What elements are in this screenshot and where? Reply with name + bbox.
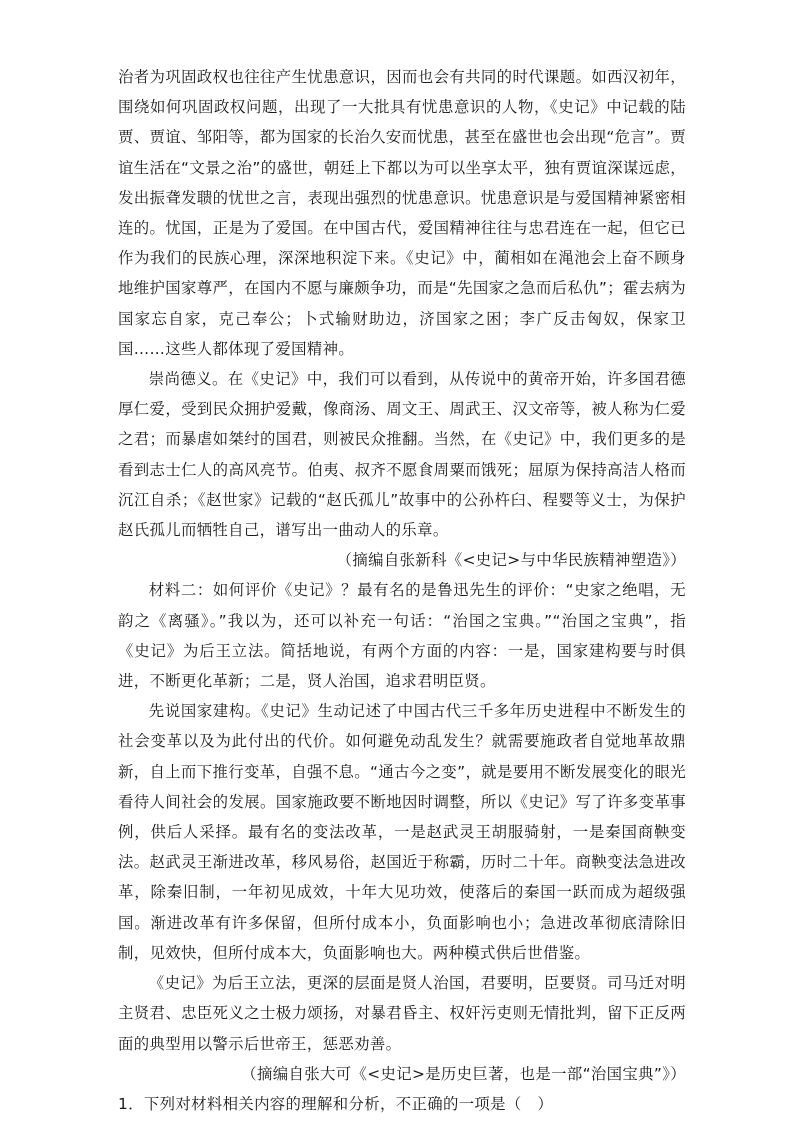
- document-page: [118, 62, 686, 1119]
- source-citation: （摘编自张大可《<史记>是历史巨著，也是一部“治国宝典”》）: [241, 1064, 686, 1083]
- body-paragraph: 崇尚德义。在《史记》中，我们可以看到，从传说中的黄帝开始，许多国君德厚仁爱，受到民众拥护爱戴，像商汤、周文王、周武王、汉文帝等，被人称为仁爱之君；而暴虐如桀纣的国君，则被民众推翻。当然，在《史记》中，我们更多的是看到志士仁人的高风亮节。伯夷、叔齐不愿食周粟而饿死；屈原为保持高洁人格而沉江自杀；《赵世家》记载的“赵氏孤儿”故事中的公孙杵臼、程婴等义士，为保护赵氏孤儿而牺牲自己，谱写出一曲动人的乐章。: [118, 370, 686, 540]
- body-paragraph: 治者为巩固政权也往往产生忧患意识，因而也会有共同的时代课题。如西汉初年，围绕如何巩固政权问题，出现了一大批具有忧患意识的人物，《史记》中记载的陆贾、贾谊、邹阳等，都为国家的长治久安而忧患，甚至在盛世也会出现“危言”。贾谊生活在“文景之治”的盛世，朝廷上下都以为可以坐享太平，独有贾谊深谋远虑，发出振聋发聩的忧世之言，表现出强烈的忧患意识。忧患意识是与爱国精神紧密相连的。忧国，正是为了爱国。在中国古代，爱国精神往往与忠君连在一起，但它已作为我们的民族心理，深深地积淀下来。《史记》中，蔺相如在渑池会上奋不顾身地维护国家尊严，在国内不愿与廉颇争功，而是“先国家之急而后私仇”；霍去病为国家忘自家，克己奉公；卜式输财助边，济国家之困；李广反击匈奴，保家卫国……这些人都体现了爱国精神。: [118, 68, 686, 358]
- source-citation: （摘编自张新科《<史记>与中华民族精神塑造》）: [336, 551, 686, 570]
- body-paragraph: 先说国家建构。《史记》生动记述了中国古代三千多年历史进程中不断发生的社会变革以及为此付出的代价。如何避免动乱发生？就需要施政者自觉地革故鼎新，自上而下推行变革，自强不息。“通古今之变”，就是要用不断发展变化的眼光看待人间社会的发展。国家施政要不断地因时调整，所以《史记》写了许多变革事例，供后人采择。最有名的变法改革，一是赵武灵王胡服骑射，一是秦国商鞅变法。赵武灵王渐进改革，移风易俗，赵国近于称霸，历时二十年。商鞅变法急进改革，除秦旧制，一年初见成效，十年大见功效，使落后的秦国一跃而成为超级强国。渐进改革有许多保留，但所付成本小，负面影响也小；急进改革彻底清除旧制，见效快，但所付成本大，负面影响也大。两种模式供后世借鉴。: [118, 702, 686, 962]
- body-paragraph: 材料二：如何评价《史记》？最有名的是鲁迅先生的评价：“史家之绝唱，无韵之《离骚》。”我以为，还可以补充一句话：“治国之宝典。”“治国之宝典”，指《史记》为后王立法。简括地说，有两个方面的内容：一是，国家建构要与时俱进，不断更化革新；二是，贤人治国，追求君明臣贤。: [118, 581, 686, 691]
- body-paragraph: 《史记》为后王立法，更深的层面是贤人治国，君要明，臣要贤。司马迁对明主贤君、忠臣死义之士极力颂扬，对暴君昏主、权奸污吏则无情批判，留下正反两面的典型用以警示后世帝王，惩恶劝善。: [118, 974, 686, 1053]
- question-stem: 1．下列对材料相关内容的理解和分析，不正确的一项是（ ）: [118, 1094, 554, 1113]
